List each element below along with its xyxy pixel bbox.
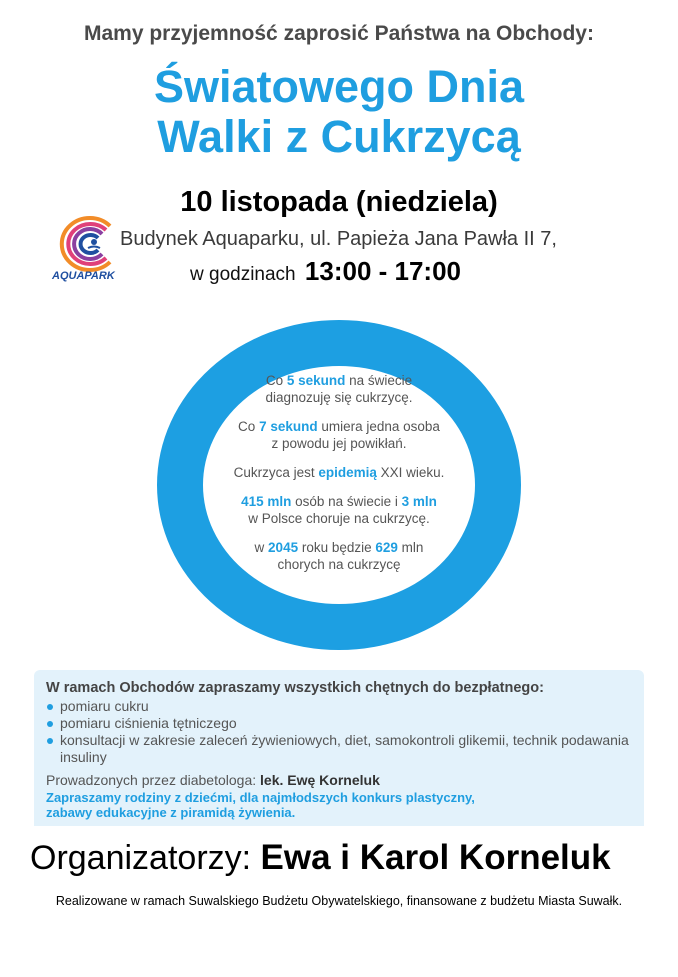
- fact-2045: w 2045 roku będzie 629 mln chorych na cukrzycę: [254, 540, 424, 572]
- hours-value: 13:00 - 17:00: [304, 256, 462, 286]
- doctor-line: Prowadzonych przez diabetologa: lek. Ewę Korneluk: [46, 772, 380, 788]
- fact-epidemic: Cukrzyca jest epidemią XXI wieku.: [233, 465, 445, 480]
- bullet-icon: [47, 738, 53, 744]
- funding-note: Realizowane w ramach Suwalskiego Budżetu Obywatelskiego, finansowane z budżetu Miasta Suwałk.: [55, 894, 623, 908]
- hours-prefix: w godzinach: [190, 264, 296, 285]
- fact-7-seconds: Co 7 sekund umiera jedna osoba z powodu jej powikłań.: [238, 419, 440, 451]
- bullet-icon: [47, 704, 53, 710]
- organizers-label: Organizatorzy:: [30, 839, 261, 877]
- fact-5-seconds: Co 5 sekund na świecie diagnozuję się cukrzycę.: [265, 373, 413, 405]
- bullet-icon: [47, 721, 53, 727]
- doctor-name: lek. Ewę Korneluk: [260, 772, 380, 788]
- logo-text: AQUAPARK: [52, 270, 115, 282]
- event-hours: [190, 256, 461, 287]
- services-info-box: [34, 670, 644, 826]
- family-invite: Zapraszamy rodziny z dziećmi, dla najmłodszych konkurs plastyczny, zabawy edukacyjne z piramidą żywienia.: [46, 790, 475, 820]
- fact-415-mln: 415 mln osób na świecie i 3 mln w Polsce choruje na cukrzycę.: [241, 494, 437, 526]
- event-date: 10 listopada (niedziela): [180, 186, 498, 218]
- venue-address: Budynek Aquaparku, ul. Papieża Jana Pawła II 7,: [120, 228, 557, 250]
- list-item: pomiaru cukru: [46, 698, 632, 715]
- organizers: [30, 838, 650, 878]
- list-item: pomiaru ciśnienia tętniczego: [46, 715, 632, 732]
- event-title-line1: Światowego Dnia: [153, 61, 525, 112]
- event-title: [0, 62, 678, 162]
- event-title-line2: Walki z Cukrzycą: [157, 111, 521, 162]
- intro-text: Mamy przyjemność zaprosić Państwa na Obchody:: [84, 22, 594, 45]
- services-heading: W ramach Obchodów zapraszamy wszystkich chętnych do bezpłatnego:: [46, 680, 544, 696]
- diabetes-facts: [208, 372, 470, 585]
- list-item: konsultacji w zakresie zaleceń żywieniowych, diet, samokontroli glikemii, technik podawania insuliny: [46, 732, 632, 766]
- organizers-names: Ewa i Karol Korneluk: [260, 838, 611, 877]
- services-list: [46, 698, 632, 766]
